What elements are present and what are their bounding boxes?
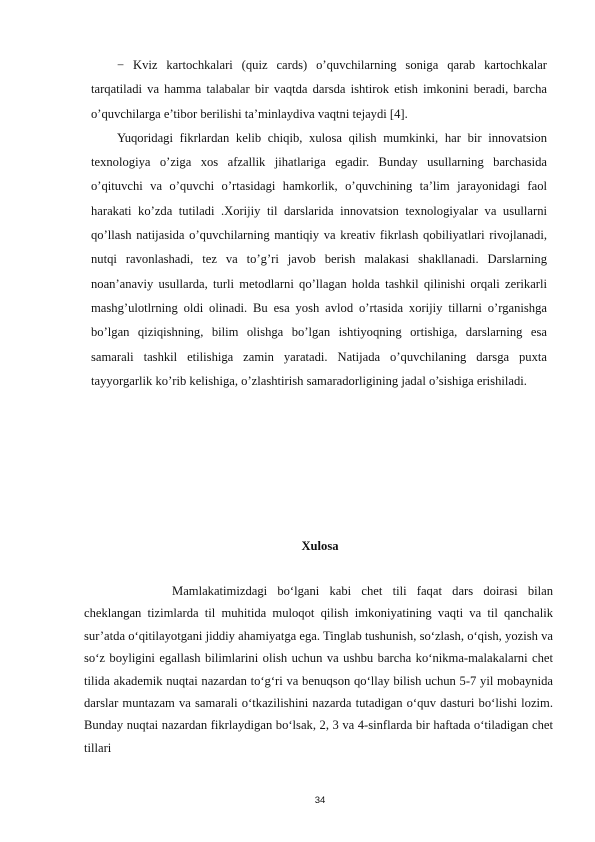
body-text-section [91, 53, 547, 393]
conclusion-section [84, 580, 553, 759]
page-number: 34 [314, 795, 326, 806]
conclusion-heading: Xulosa [301, 539, 339, 553]
quiz-cards-bullet: − Kviz kartochkalari (quiz cards) o’quvchilarning soniga qarab kartochkalar tarqatiladi va hamma talabalar bir vaqtda darsda ishtirok etish imkonini beradi, barcha o’quvchilarga e’tibor berilishi ta’minlaydiva vaqtni tejaydi [4]. [91, 58, 547, 121]
conclusion-paragraph: Mamlakatimizdagi bo‘lgani kabi chet tili faqat dars doirasi bilan cheklangan tizimlarda til muhitida muloqot qilish imkoniyatining vaqti va til qanchalik sur’atda o‘qitilayotgani jiddiy ahamiyatga ega. Tinglab tushunish, so‘zlash, o‘qish, yozish va so‘z boyligini egallash bilimlarini olish uchun va ushbu barcha ko‘nikma-malakalarni chet tilida akademik nuqtai nazardan to‘g‘ri va benuqson qo‘llay bilish uchun 5-7 yil mobaynida darslar muntazam va samarali o‘tkazilishini nazarda tutadigan o‘quv dasturi bo‘lishi lozim. Bunday nuqtai nazardan fikrlaydigan bo‘lsak, 2, 3 va 4-sinflarda bir haftada o‘tiladigan chet tillari [84, 584, 553, 755]
summary-paragraph: Yuqoridagi fikrlardan kelib chiqib, xulosa qilish mumkinki, har bir innovatsion texnologiya o’ziga xos afzallik jihatlariga egadir. Bunday usullarning barchasida o’qituvchi va o’quvchi o’rtasidagi hamkorlik, o’quvchining ta’lim jarayonidagi faol harakati ko’zda tutiladi .Xorijiy til darslarida innovatsion texnologiyalar va usullarni qo’llash natijasida o’quvchilarning mantiqiy va kreativ fikrlash qobiliyatlari rivojlanadi, nutqi ravonlashadi, tez va to’g’ri javob berish malakasi shakllanadi. Darslarning noan’anaviy usullarda, turli metodlarni qo’llagan holda tashkil qilinishi orqali zerikarli mashg’ulotlrning oldi olinadi. Bu esa yosh avlod o’rtasida xorijiy tillarni o’rganishga bo’lgan qiziqishning, bilim olishga bo’lgan ishtiyoqning ortishiga, darslarning esa samarali tashkil etilishiga zamin yaratadi. Natijada o’quvchilaning darsga puxta tayyorgarlik ko’rib kelishiga, o’zlashtirish samaradorligining jadal o’sishiga erishiladi. [91, 130, 547, 388]
